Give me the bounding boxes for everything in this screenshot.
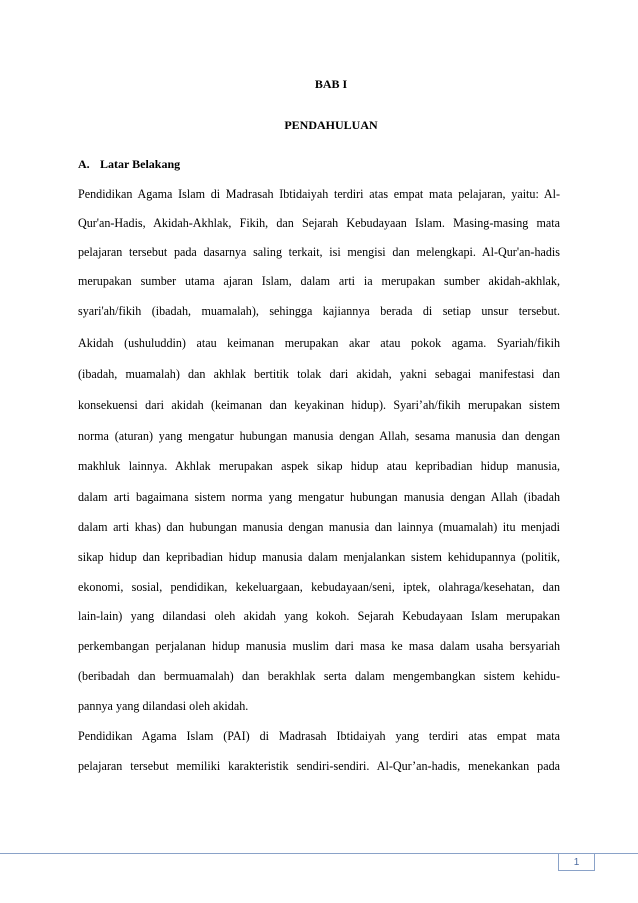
text-line: makhluk lainnya. Akhlak merupakan aspek sikap hidup atau kepribadian hidup manusia, — [78, 459, 560, 473]
chapter-title: PENDAHULUAN — [284, 118, 378, 132]
text-line: ekonomi, sosial, pendidikan, kekeluargaan, kebudayaan/seni, iptek, olahraga/kesehatan, dan — [78, 580, 560, 594]
text-line: (beribadah dan bermuamalah) dan berakhlak serta dalam mengembangkan sistem kehidu- — [78, 669, 560, 683]
page-number: 1 — [558, 853, 595, 871]
text-line: Pendidikan Agama Islam (PAI) di Madrasah Ibtidaiyah yang terdiri atas empat mata — [78, 729, 560, 743]
text-line: norma (aturan) yang mengatur hubungan manusia dengan Allah, sesama manusia dan dengan — [78, 429, 560, 443]
text-line: pelajaran tersebut memiliki karakteristik sendiri-sendiri. Al-Qur’an-hadis, menekankan pada — [78, 759, 560, 773]
text-line: sikap hidup dan kepribadian hidup manusia dalam menjalankan sistem kehidupannya (politik, — [78, 550, 560, 564]
section-title: Latar Belakang — [100, 157, 181, 171]
section-heading — [78, 157, 180, 172]
text-line: Pendidikan Agama Islam di Madrasah Ibtidaiyah terdiri atas empat mata pelajaran, yaitu: Al- — [78, 187, 560, 201]
text-line: Akidah (ushuluddin) atau keimanan merupakan akar atau pokok agama. Syariah/fikih — [78, 336, 560, 350]
text-line: (ibadah, muamalah) dan akhlak bertitik tolak dari akidah, yakni sebagai manifestasi dan — [78, 367, 560, 381]
chapter-number: BAB I — [314, 77, 348, 91]
text-line: lain-lain) yang dilandasi oleh akidah yang kokoh. Sejarah Kebudayaan Islam merupakan — [78, 609, 560, 623]
text-line: pannya yang dilandasi oleh akidah. — [78, 699, 249, 713]
text-line: dalam arti khas) dan hubungan manusia dengan manusia dan lainnya (muamalah) itu menjadi — [78, 520, 560, 534]
footer-divider — [0, 853, 638, 854]
text-line: dalam arti bagaimana sistem norma yang mengatur hubungan manusia dengan Allah (ibadah — [78, 490, 560, 504]
text-line: konsekuensi dari akidah (keimanan dan keyakinan hidup). Syari’ah/fikih merupakan sistem — [78, 398, 560, 412]
text-line: syari'ah/fikih (ibadah, muamalah), sehingga kajiannya berada di setiap unsur tersebut. — [78, 304, 560, 318]
text-line: Qur'an-Hadis, Akidah-Akhlak, Fikih, dan Sejarah Kebudayaan Islam. Masing-masing mata — [78, 216, 560, 230]
text-line: pelajaran tersebut pada dasarnya saling terkait, isi mengisi dan melengkapi. Al-Qur'an-hadis — [78, 245, 560, 259]
text-line: perkembangan perjalanan hidup manusia muslim dari masa ke masa dalam usaha bersyariah — [78, 639, 560, 653]
section-number: A. — [78, 157, 90, 171]
text-line: merupakan sumber utama ajaran Islam, dalam arti ia merupakan sumber akidah-akhlak, — [78, 274, 560, 288]
